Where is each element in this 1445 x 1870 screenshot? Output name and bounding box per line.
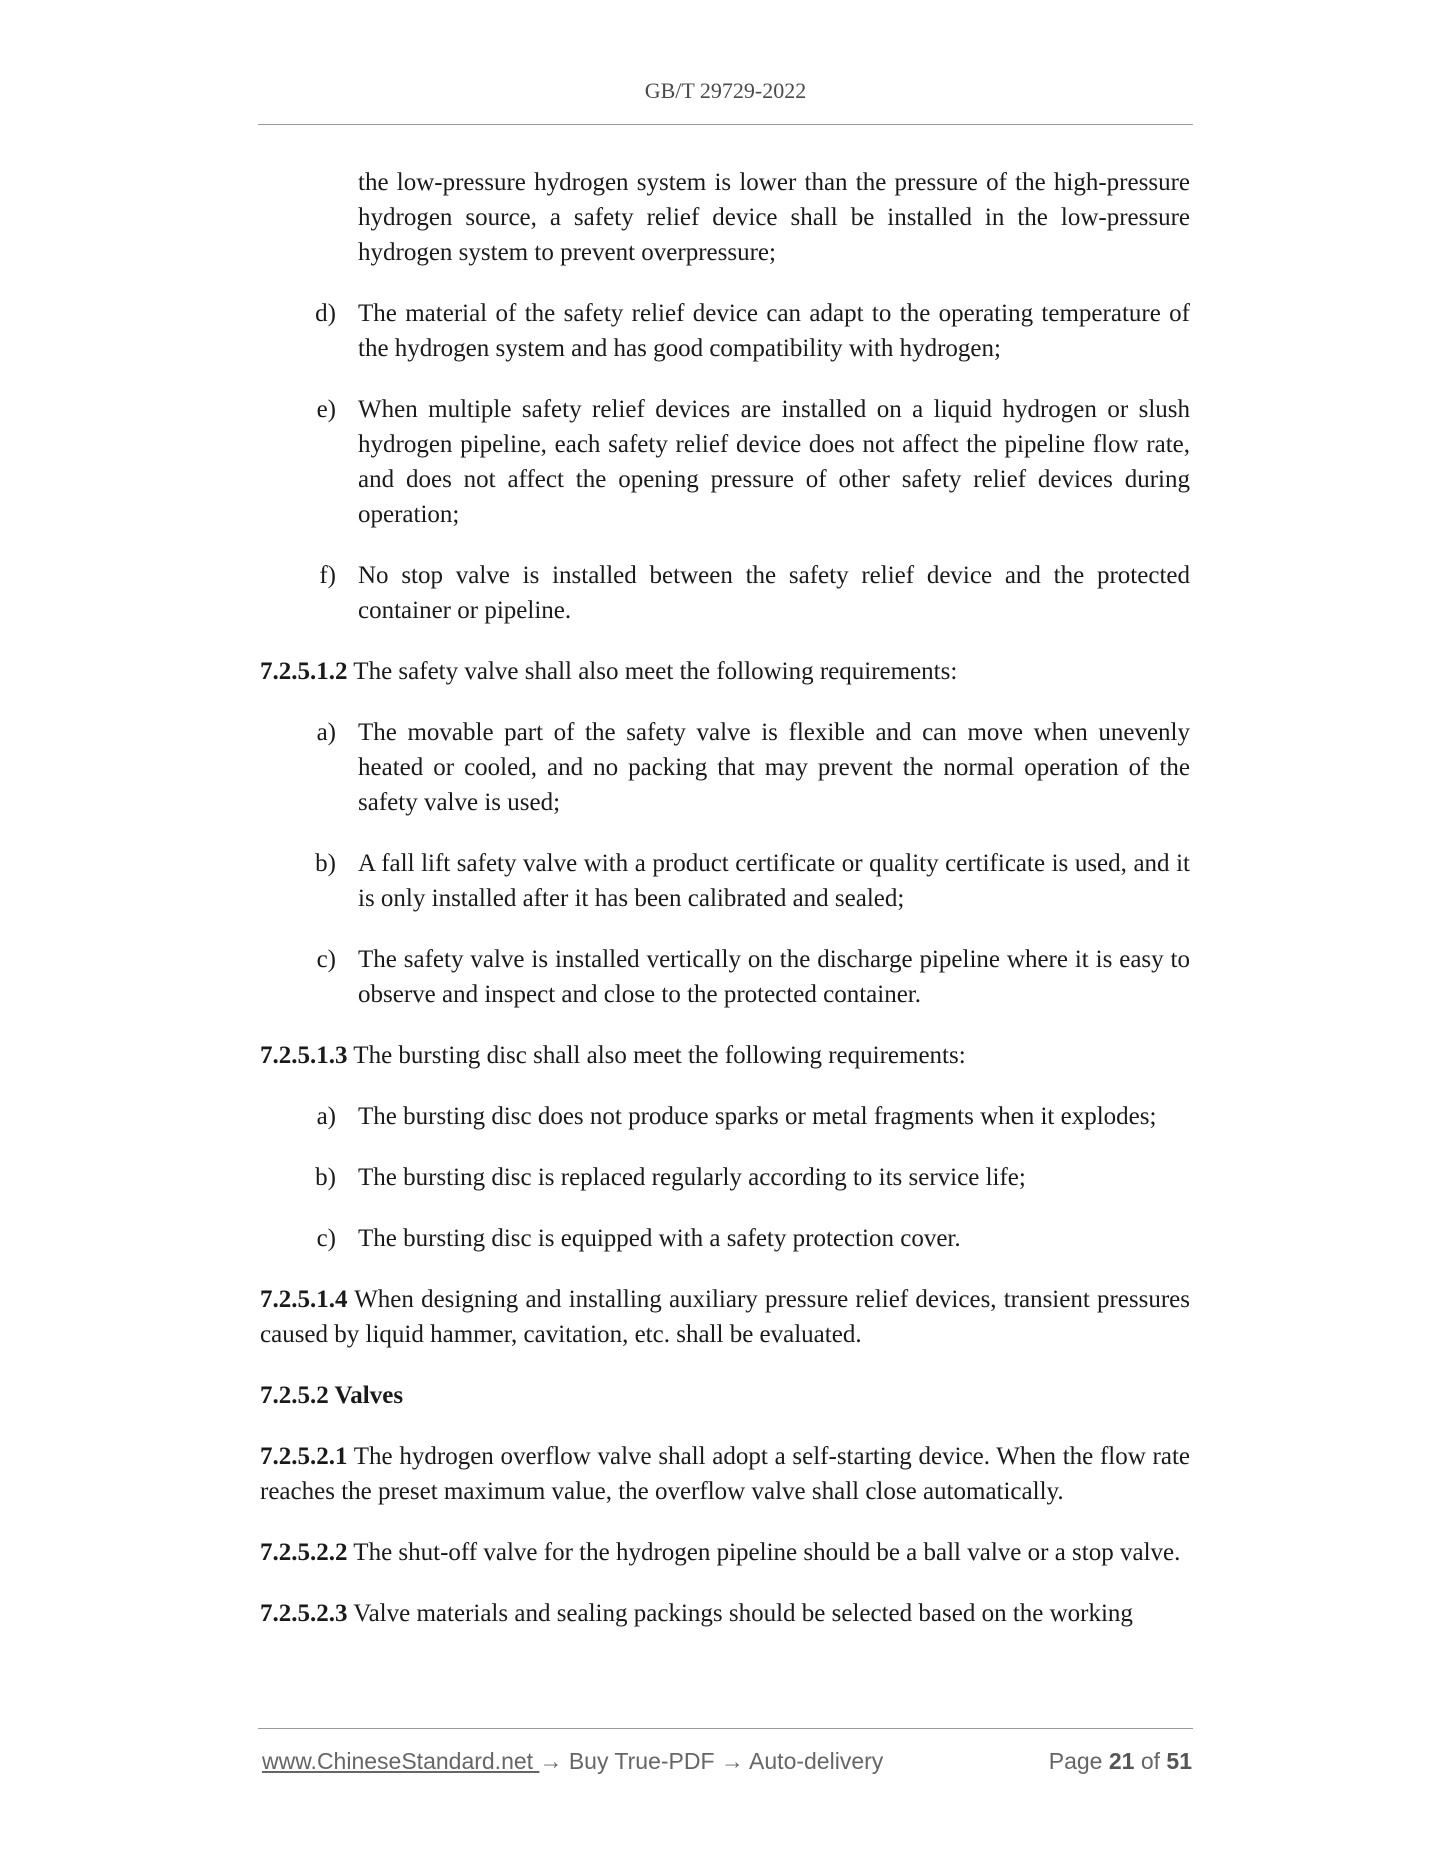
clause-number: 7.2.5.1.2	[260, 658, 348, 685]
arrow-right-icon: →	[539, 1748, 563, 1774]
list-marker: f)	[319, 562, 336, 589]
total-pages: 51	[1166, 1748, 1192, 1774]
list-item	[260, 1221, 1190, 1256]
page-footer	[262, 1748, 1192, 1775]
continuation-paragraph: the low-pressure hydrogen system is lower than the pressure of the high-pressure hydrogen source, a safety relief device shall be installed in the low-pressure hydrogen system to prevent overpressure;	[358, 169, 1190, 266]
clause-number: 7.2.5.2.2	[260, 1539, 348, 1566]
list-item	[260, 1160, 1190, 1195]
clause-text: Valve materials and sealing packings should be selected based on the working	[347, 1600, 1133, 1627]
list-marker: a)	[316, 719, 336, 746]
list-item-text: The bursting disc does not produce sparks or metal fragments when it explodes;	[358, 1103, 1157, 1130]
of-label: of	[1134, 1748, 1167, 1774]
current-page: 21	[1108, 1748, 1135, 1774]
list-item-text: The movable part of the safety valve is flexible and can move when unevenly heated or cooled, and no packing that may prevent the normal operation of the safety valve is used;	[358, 719, 1190, 816]
clause-text: The bursting disc shall also meet the following requirements:	[347, 1042, 966, 1069]
clause-7-2-5-1-4	[260, 1282, 1190, 1352]
list-item	[260, 942, 1190, 1012]
page-label: Page	[1048, 1748, 1109, 1774]
clause-text: The safety valve shall also meet the following requirements:	[347, 658, 958, 685]
list-marker: d)	[315, 300, 336, 327]
list-item	[260, 715, 1190, 820]
list-item-text: The material of the safety relief device can adapt to the operating temperature of the hydrogen system and has good compatibility with hydrogen;	[358, 300, 1190, 362]
buy-true-pdf-text: Buy True-PDF	[562, 1748, 721, 1774]
clause-number: 7.2.5.1.3	[260, 1042, 348, 1069]
clause-7-2-5-2-2	[260, 1535, 1190, 1570]
list-item-text: The safety valve is installed vertically on the discharge pipeline where it is easy to observe and inspect and close to the protected container.	[358, 946, 1190, 1008]
section-heading-valves: 7.2.5.2 Valves	[260, 1382, 404, 1409]
clause-number: 7.2.5.2.1	[260, 1443, 348, 1470]
auto-delivery-text: Auto-delivery	[743, 1748, 884, 1774]
list-marker: e)	[316, 396, 336, 423]
clause-7-2-5-2-3	[260, 1596, 1190, 1631]
list-item	[260, 296, 1190, 366]
list-item	[260, 392, 1190, 532]
list-marker: b)	[315, 1164, 336, 1191]
clause-text: The hydrogen overflow valve shall adopt a self-starting device. When the flow rate reaches the preset maximum value, the overflow valve shall close automatically.	[260, 1443, 1190, 1505]
page-number	[1049, 1748, 1192, 1775]
list-marker: c)	[316, 946, 336, 973]
clause-number: 7.2.5.1.4	[260, 1286, 348, 1313]
list-item-text: A fall lift safety valve with a product certificate or quality certificate is used, and it is only installed after it has been calibrated and sealed;	[358, 850, 1190, 912]
clause-7-2-5-2-1	[260, 1439, 1190, 1509]
clause-text: The shut-off valve for the hydrogen pipeline should be a ball valve or a stop valve.	[347, 1539, 1181, 1566]
site-link[interactable]: www.ChineseStandard.net	[262, 1748, 540, 1774]
list-item-text: No stop valve is installed between the safety relief device and the protected container or pipeline.	[358, 562, 1190, 624]
list-item-text: When multiple safety relief devices are installed on a liquid hydrogen or slush hydrogen pipeline, each safety relief device does not affect the pipeline flow rate, and does not affect the opening pressure of other safety relief devices during operation;	[358, 396, 1190, 528]
list-marker: a)	[316, 1103, 336, 1130]
document-id-header: GB/T 29729-2022	[644, 78, 807, 103]
footer-divider	[258, 1728, 1193, 1729]
list-item	[260, 846, 1190, 916]
clause-7-2-5-1-2	[260, 654, 1190, 689]
footer-promo	[262, 1748, 883, 1775]
list-item	[260, 1099, 1190, 1134]
arrow-right-icon: →	[720, 1748, 744, 1774]
list-item-text: The bursting disc is equipped with a safety protection cover.	[358, 1225, 961, 1252]
list-item	[260, 558, 1190, 628]
list-marker: c)	[316, 1225, 336, 1252]
clause-text: When designing and installing auxiliary pressure relief devices, transient pressures caused by liquid hammer, cavitation, etc. shall be evaluated.	[260, 1286, 1190, 1348]
list-marker: b)	[315, 850, 336, 877]
page-body	[260, 165, 1190, 1657]
clause-7-2-5-1-3	[260, 1038, 1190, 1073]
clause-number: 7.2.5.2.3	[260, 1600, 348, 1627]
list-item-text: The bursting disc is replaced regularly according to its service life;	[358, 1164, 1026, 1191]
header-divider	[258, 124, 1193, 125]
